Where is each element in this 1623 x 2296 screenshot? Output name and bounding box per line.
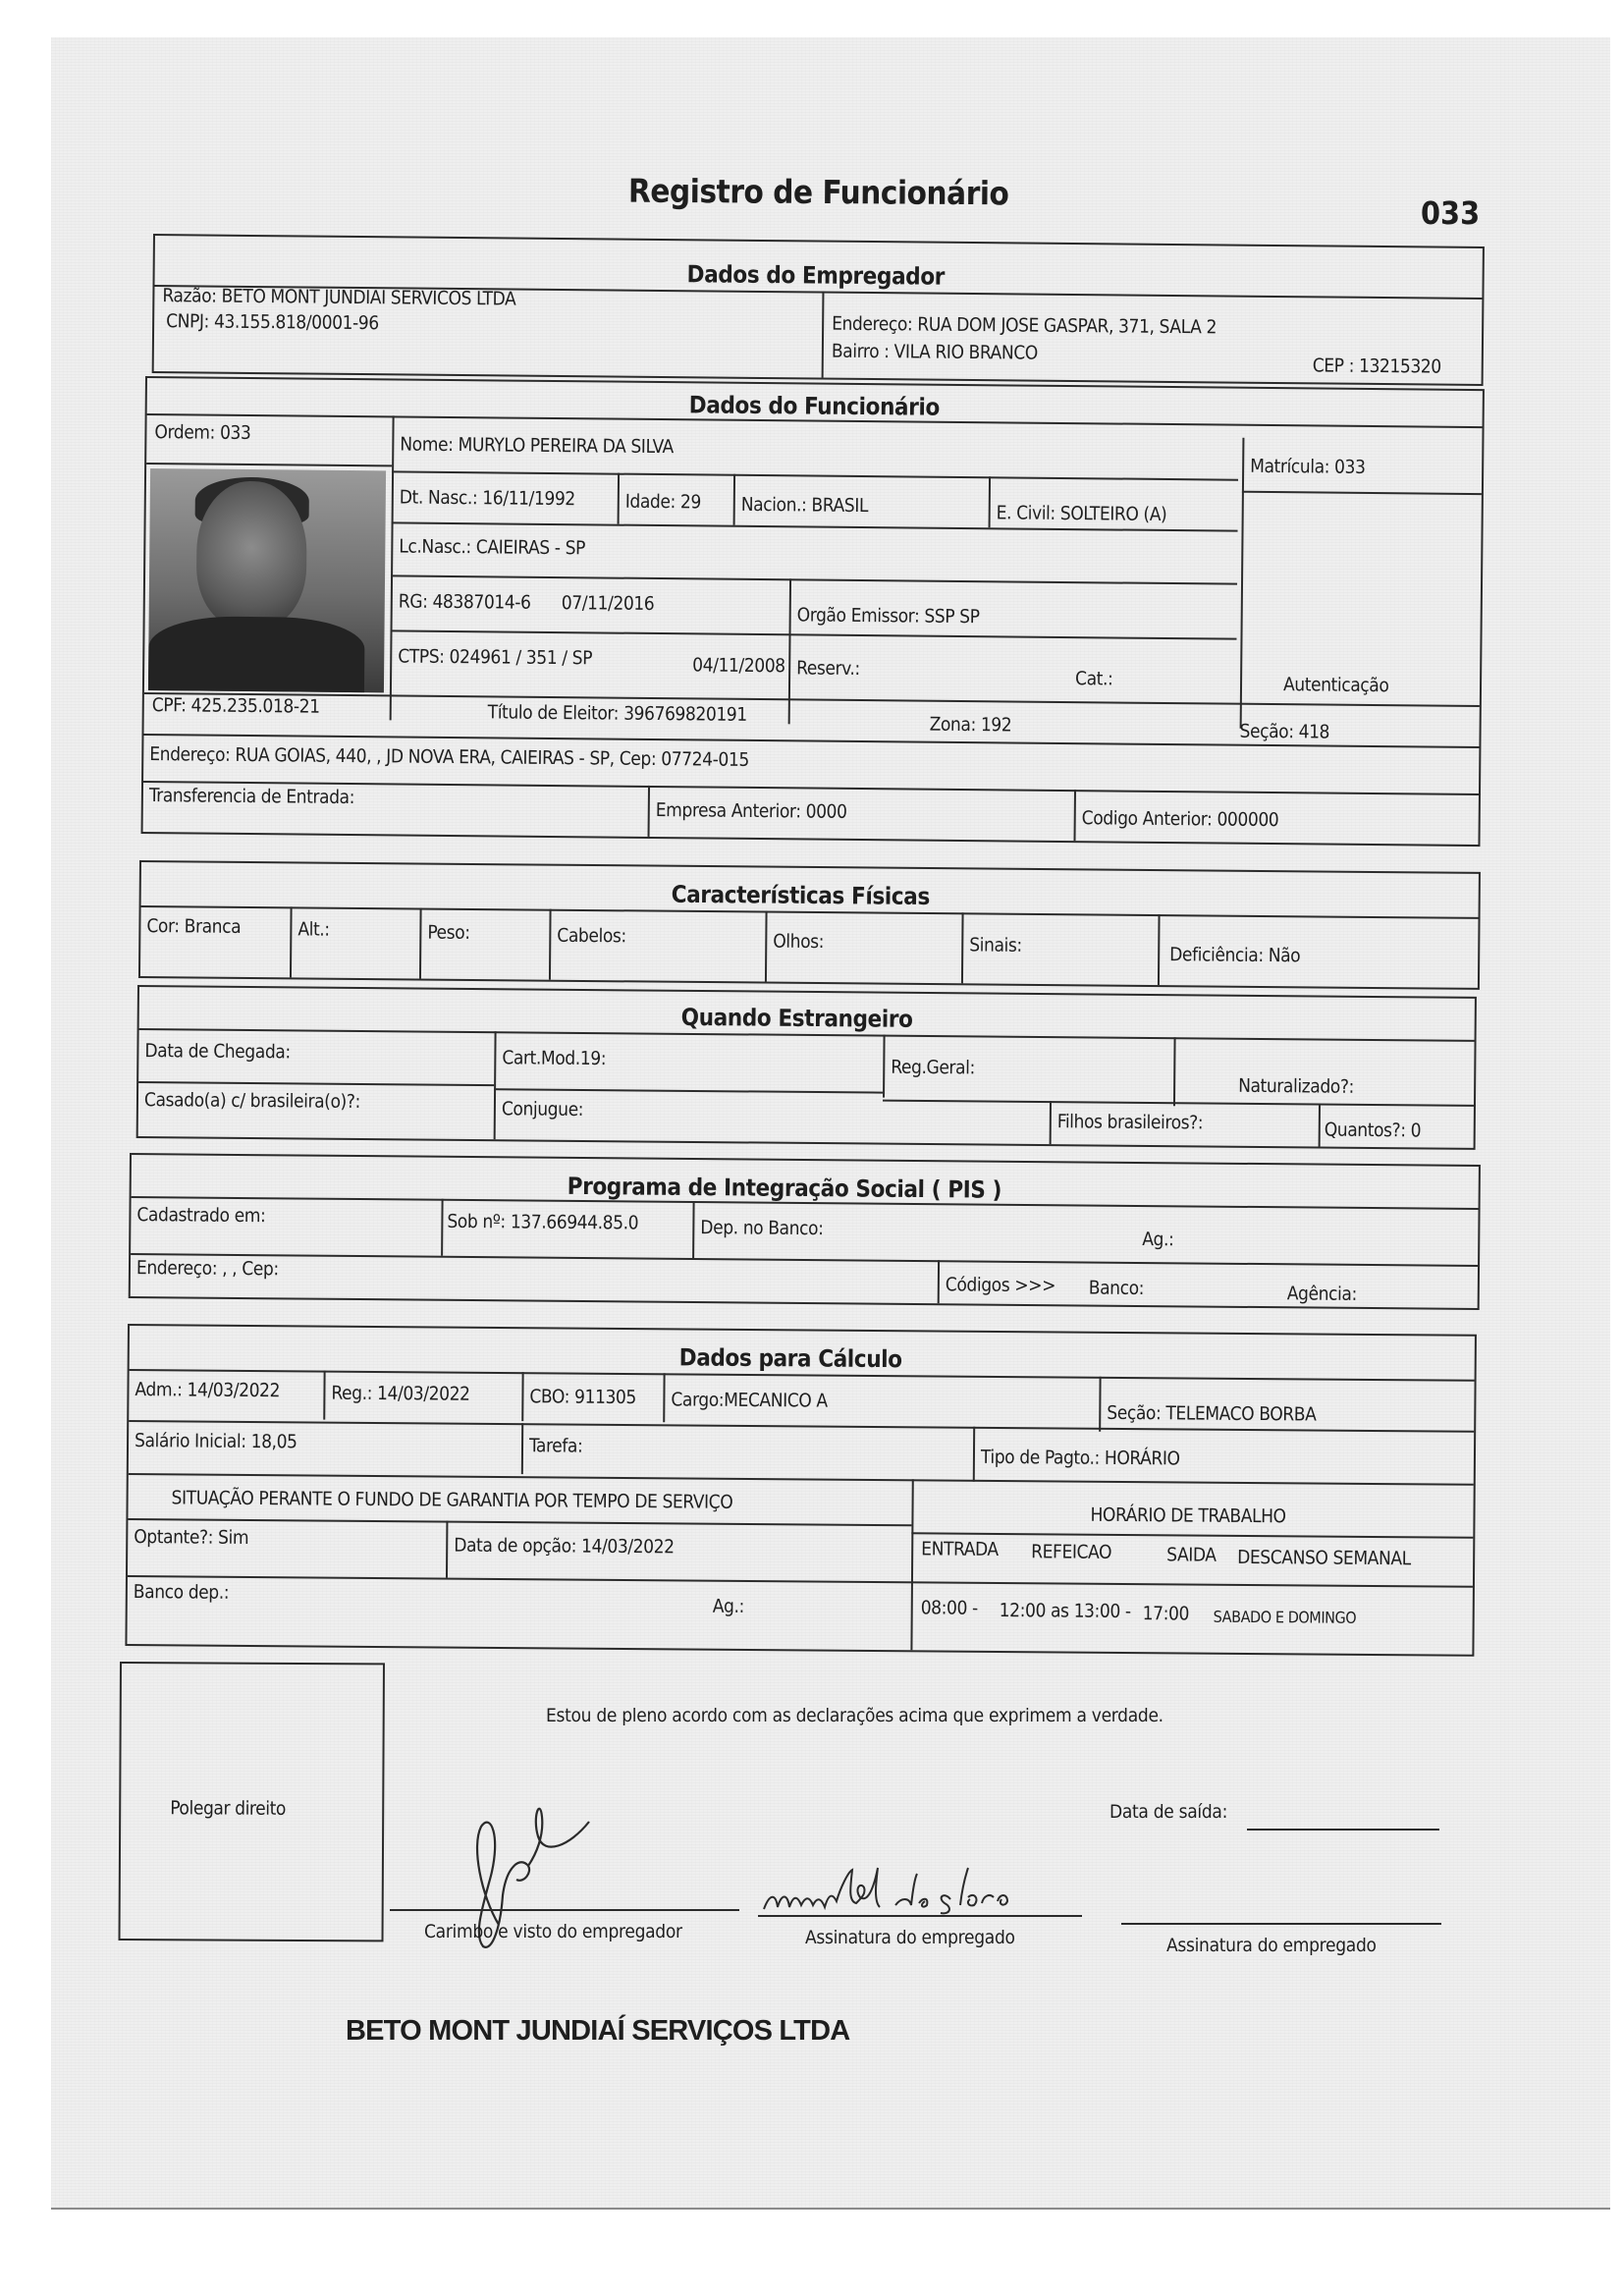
rg-issue-date: 07/11/2016 <box>561 592 655 615</box>
exit-date-label: Data de saída: <box>1109 1801 1228 1823</box>
schedule-col-refeicao: REFEICAO <box>1031 1541 1112 1563</box>
section-heading-empregador: Dados do Empregador <box>686 260 946 291</box>
ordem: Ordem: 033 <box>154 421 251 445</box>
employer-district: Bairro : VILA RIO BRANCO <box>831 340 1038 364</box>
deposit-branch: Ag.: <box>712 1595 744 1617</box>
section-calculo <box>125 1324 1477 1657</box>
section-estrangeiro <box>136 985 1477 1150</box>
hair: Cabelos: <box>557 924 626 948</box>
employee-signature-line-1 <box>758 1915 1082 1917</box>
task: Tarefa: <box>528 1435 583 1457</box>
employer-cep: CEP : 13215320 <box>1312 355 1441 378</box>
employee-signature-line-2 <box>1121 1923 1441 1925</box>
voter-id: Título de Eleitor: 396769820191 <box>487 701 747 726</box>
payment-type: Tipo de Pagto.: HORÁRIO <box>980 1446 1180 1470</box>
schedule-col-descanso: DESCANSO SEMANAL <box>1237 1546 1411 1570</box>
section-funcionario <box>141 376 1485 847</box>
age: Idade: 29 <box>624 490 701 514</box>
employee-signature-label-1: Assinatura do empregado <box>805 1927 1015 1948</box>
schedule-refeicao-value: 12:00 as 13:00 - <box>999 1599 1131 1623</box>
pis-branch: Ag.: <box>1142 1229 1174 1251</box>
admission-date: Adm.: 14/03/2022 <box>135 1379 281 1402</box>
voter-zone: Zona: 192 <box>929 713 1012 737</box>
section-pis <box>129 1153 1481 1310</box>
exit-date-line <box>1247 1829 1439 1831</box>
matricula: Matrícula: 033 <box>1250 455 1366 478</box>
bank-deposit: Dep. no Banco: <box>700 1217 824 1240</box>
employer-address: Endereço: RUA DOM JOSE GASPAR, 371, SALA 2 <box>832 312 1217 339</box>
previous-code: Codigo Anterior: 000000 <box>1081 807 1279 832</box>
schedule-descanso-value: SABADO E DOMINGO <box>1213 1607 1357 1627</box>
section-heading-calculo: Dados para Cálculo <box>678 1343 902 1374</box>
bank-code: Banco: <box>1088 1277 1145 1300</box>
weight: Peso: <box>427 921 470 944</box>
ctps: CTPS: 024961 / 351 / SP <box>398 645 593 670</box>
marks: Sinais: <box>969 934 1022 957</box>
section-heading-pis: Programa de Integração Social ( PIS ) <box>567 1172 1002 1204</box>
transfer-entry: Transferencia de Entrada: <box>148 785 355 809</box>
ctps-date: 04/11/2008 <box>692 654 785 678</box>
rg: RG: 48387014-6 <box>398 590 531 614</box>
cnpj: CNPJ: 43.155.818/0001-96 <box>166 310 379 335</box>
cat: Cat.: <box>1074 668 1113 690</box>
issuing-agency: Orgão Emissor: SSP SP <box>796 604 980 629</box>
schedule-saida-value: 17:00 <box>1142 1603 1190 1625</box>
cart-mod-19: Cart.Mod.19: <box>502 1047 607 1070</box>
spouse: Conjugue: <box>501 1098 584 1121</box>
registered-on: Cadastrado em: <box>136 1204 266 1228</box>
employer-stamp-label: Carimbo e visto do empregador <box>424 1921 682 1942</box>
document-title: Registro de Funcionário <box>627 171 1009 213</box>
general-registry: Reg.Geral: <box>891 1056 976 1079</box>
reserv: Reserv.: <box>796 657 860 680</box>
skin-color: Cor: Branca <box>146 915 242 938</box>
section-heading-funcionario: Dados do Funcionário <box>688 391 940 421</box>
voter-section: Seção: 418 <box>1239 720 1330 743</box>
document-number: 033 <box>1421 194 1481 232</box>
civil-status: E. Civil: SOLTEIRO (A) <box>996 502 1167 525</box>
employee-name: Nome: MURYLO PEREIRA DA SILVA <box>400 433 675 459</box>
pis-number: Sob nº: 137.66944.85.0 <box>447 1210 639 1234</box>
option-date: Data de opção: 14/03/2022 <box>454 1534 675 1558</box>
married-to-brazilian: Casado(a) c/ brasileira(o)?: <box>143 1089 360 1113</box>
disability: Deficiência: Não <box>1169 944 1301 967</box>
section-caracteristicas <box>138 860 1481 990</box>
height: Alt.: <box>298 918 330 941</box>
schedule-col-saida: SAIDA <box>1166 1544 1217 1566</box>
schedule-entrada-value: 08:00 - <box>920 1597 978 1619</box>
codes-label: Códigos >>> <box>945 1274 1056 1297</box>
nationality: Nacion.: BRASIL <box>740 493 869 518</box>
fgts-optant: Optante?: Sim <box>134 1526 249 1549</box>
arrival-date: Data de Chegada: <box>144 1040 291 1064</box>
eyes: Olhos: <box>773 930 825 954</box>
department: Seção: TELEMACO BORBA <box>1107 1401 1317 1426</box>
authentication-label: Autenticação <box>1282 674 1389 697</box>
brazilian-children: Filhos brasileiros?: <box>1056 1111 1204 1134</box>
thumbprint-box <box>119 1662 385 1941</box>
children-count: Quantos?: 0 <box>1324 1119 1422 1142</box>
work-schedule-heading: HORÁRIO DE TRABALHO <box>1090 1503 1286 1528</box>
pis-address: Endereço: , , Cep: <box>135 1257 279 1281</box>
registration-date: Reg.: 14/03/2022 <box>331 1382 470 1405</box>
cpf: CPF: 425.235.018-21 <box>151 694 320 718</box>
section-heading-caracteristicas: Características Físicas <box>671 880 931 911</box>
birth-date: Dt. Nasc.: 16/11/1992 <box>399 486 575 511</box>
schedule-col-entrada: ENTRADA <box>921 1538 999 1560</box>
thumbprint-label: Polegar direito <box>170 1797 287 1820</box>
deposit-bank: Banco dep.: <box>133 1581 230 1604</box>
razao-social: Razão: BETO MONT JUNDIAI SERVICOS LTDA <box>162 285 516 310</box>
previous-company: Empresa Anterior: 0000 <box>655 799 847 823</box>
fgts-heading: SITUAÇÃO PERANTE O FUNDO DE GARANTIA POR TEMPO DE SERVIÇO <box>171 1487 733 1513</box>
job-title: Cargo:MECANICO A <box>671 1389 828 1412</box>
section-empregador <box>152 234 1485 386</box>
employer-signature-line <box>390 1909 739 1911</box>
declaration-text: Estou de pleno acordo com as declarações acima que exprimem a verdade. <box>546 1705 1163 1726</box>
birth-place: Lc.Nasc.: CAIEIRAS - SP <box>399 535 586 560</box>
employee-address: Endereço: RUA GOIAS, 440, , JD NOVA ERA, CAIEIRAS - SP, Cep: 07724-015 <box>149 743 749 771</box>
branch-code: Agência: <box>1286 1283 1357 1305</box>
section-heading-estrangeiro: Quando Estrangeiro <box>680 1003 913 1033</box>
employee-photo <box>148 468 386 692</box>
company-footer: BETO MONT JUNDIAÍ SERVIÇOS LTDA <box>346 2015 850 2047</box>
naturalized: Naturalizado?: <box>1238 1074 1355 1098</box>
initial-salary: Salário Inicial: 18,05 <box>134 1430 298 1453</box>
cbo: CBO: 911305 <box>529 1386 636 1409</box>
employee-signature-label-2: Assinatura do empregado <box>1166 1935 1377 1956</box>
